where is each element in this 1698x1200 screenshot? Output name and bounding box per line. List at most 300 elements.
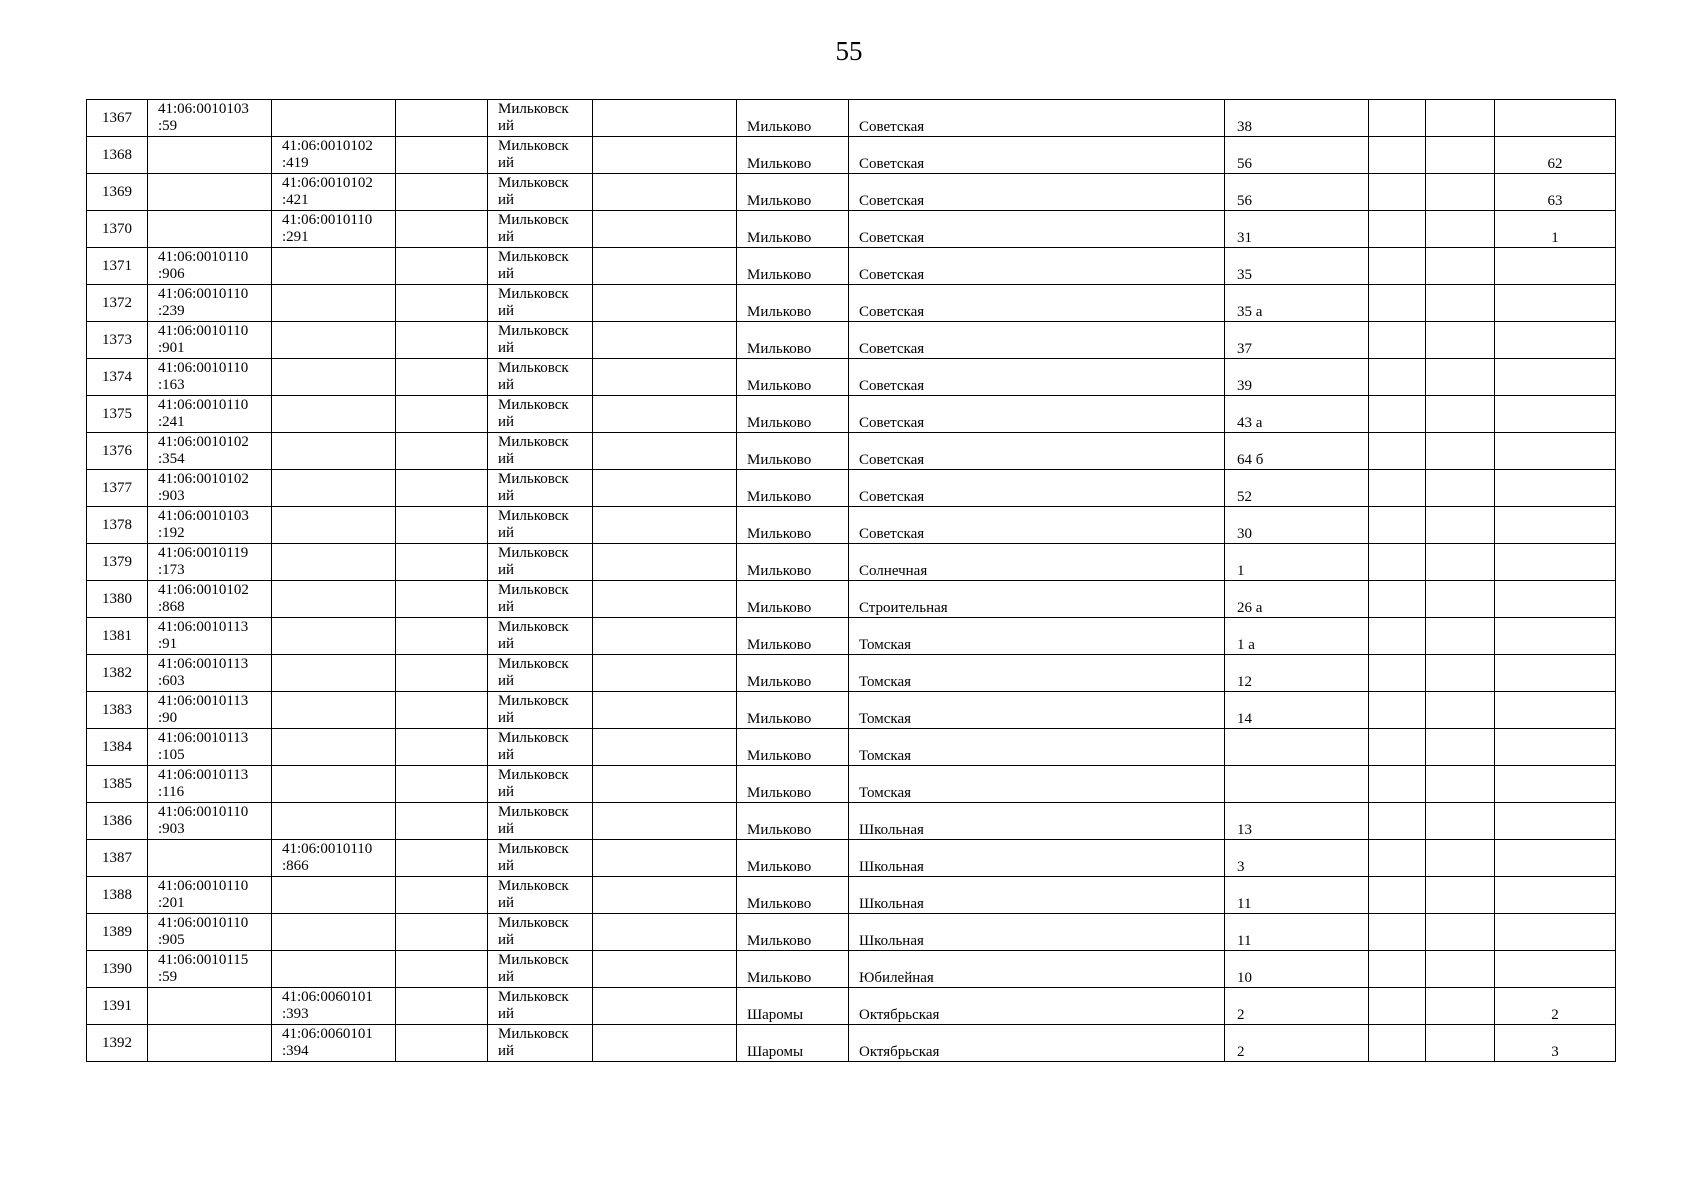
empty-cell [1369, 470, 1426, 507]
empty-cell [1369, 396, 1426, 433]
empty-cell [396, 618, 488, 655]
district-cell: Мильковск ий [488, 803, 593, 840]
cadastral-number-cell: 41:06:0010113 :90 [148, 692, 272, 729]
district-cell: Мильковск ий [488, 433, 593, 470]
district-cell: Мильковск ий [488, 322, 593, 359]
empty-cell [1426, 285, 1495, 322]
empty-cell [593, 100, 737, 137]
apartment-cell [1495, 433, 1616, 470]
cadastral-number-alt-cell: 41:06:0010110 :866 [272, 840, 396, 877]
empty-cell [593, 248, 737, 285]
row-number-cell: 1379 [87, 544, 148, 581]
cadastral-number-alt-cell [272, 470, 396, 507]
locality-cell: Шаромы [737, 1025, 849, 1062]
empty-cell [1369, 877, 1426, 914]
row-number-cell: 1380 [87, 581, 148, 618]
locality-cell: Мильково [737, 174, 849, 211]
apartment-cell [1495, 877, 1616, 914]
house-cell: 35 [1225, 248, 1369, 285]
district-cell: Мильковск ий [488, 174, 593, 211]
row-number-cell: 1369 [87, 174, 148, 211]
apartment-cell: 1 [1495, 211, 1616, 248]
street-cell: Советская [849, 285, 1225, 322]
locality-cell: Мильково [737, 396, 849, 433]
cadastral-number-alt-cell [272, 766, 396, 803]
empty-cell [1426, 766, 1495, 803]
district-cell: Мильковск ий [488, 655, 593, 692]
locality-cell: Шаромы [737, 988, 849, 1025]
empty-cell [1426, 1025, 1495, 1062]
row-number-cell: 1387 [87, 840, 148, 877]
empty-cell [1369, 433, 1426, 470]
cadastral-number-cell: 41:06:0010110 :905 [148, 914, 272, 951]
locality-cell: Мильково [737, 655, 849, 692]
empty-cell [1426, 729, 1495, 766]
empty-cell [1369, 951, 1426, 988]
row-number-cell: 1370 [87, 211, 148, 248]
empty-cell [593, 581, 737, 618]
house-cell: 52 [1225, 470, 1369, 507]
table-row [87, 433, 1616, 470]
district-cell: Мильковск ий [488, 137, 593, 174]
cadastral-number-alt-cell [272, 359, 396, 396]
empty-cell [1426, 174, 1495, 211]
row-number-cell: 1385 [87, 766, 148, 803]
house-cell [1225, 729, 1369, 766]
cadastral-number-cell: 41:06:0010119 :173 [148, 544, 272, 581]
district-cell: Мильковск ий [488, 581, 593, 618]
empty-cell [1426, 433, 1495, 470]
district-cell: Мильковск ий [488, 914, 593, 951]
district-cell: Мильковск ий [488, 470, 593, 507]
empty-cell [593, 729, 737, 766]
locality-cell: Мильково [737, 729, 849, 766]
empty-cell [593, 914, 737, 951]
district-cell: Мильковск ий [488, 766, 593, 803]
row-number-cell: 1375 [87, 396, 148, 433]
register-body [87, 100, 1616, 1062]
cadastral-number-alt-cell [272, 581, 396, 618]
empty-cell [1426, 951, 1495, 988]
empty-cell [396, 766, 488, 803]
apartment-cell [1495, 766, 1616, 803]
house-cell: 31 [1225, 211, 1369, 248]
empty-cell [1369, 322, 1426, 359]
locality-cell: Мильково [737, 433, 849, 470]
district-cell: Мильковск ий [488, 618, 593, 655]
empty-cell [396, 914, 488, 951]
cadastral-number-cell: 41:06:0010113 :105 [148, 729, 272, 766]
cadastral-number-cell: 41:06:0010102 :868 [148, 581, 272, 618]
row-number-cell: 1373 [87, 322, 148, 359]
empty-cell [593, 174, 737, 211]
locality-cell: Мильково [737, 100, 849, 137]
table-row [87, 729, 1616, 766]
house-cell: 30 [1225, 507, 1369, 544]
empty-cell [396, 988, 488, 1025]
empty-cell [1369, 137, 1426, 174]
cadastral-number-alt-cell [272, 951, 396, 988]
street-cell: Солнечная [849, 544, 1225, 581]
cadastral-number-cell: 41:06:0010102 :903 [148, 470, 272, 507]
apartment-cell [1495, 729, 1616, 766]
street-cell: Советская [849, 470, 1225, 507]
locality-cell: Мильково [737, 581, 849, 618]
district-cell: Мильковск ий [488, 729, 593, 766]
street-cell: Октябрьская [849, 1025, 1225, 1062]
empty-cell [396, 692, 488, 729]
district-cell: Мильковск ий [488, 100, 593, 137]
locality-cell: Мильково [737, 766, 849, 803]
cadastral-number-cell: 41:06:0010113 :116 [148, 766, 272, 803]
district-cell: Мильковск ий [488, 1025, 593, 1062]
house-cell: 2 [1225, 1025, 1369, 1062]
empty-cell [1369, 618, 1426, 655]
empty-cell [1369, 211, 1426, 248]
house-cell: 56 [1225, 137, 1369, 174]
apartment-cell [1495, 581, 1616, 618]
empty-cell [1426, 396, 1495, 433]
empty-cell [1426, 470, 1495, 507]
cadastral-number-alt-cell [272, 803, 396, 840]
street-cell: Школьная [849, 877, 1225, 914]
empty-cell [396, 470, 488, 507]
empty-cell [1426, 655, 1495, 692]
empty-cell [1369, 544, 1426, 581]
cadastral-number-alt-cell [272, 248, 396, 285]
cadastral-number-alt-cell [272, 285, 396, 322]
street-cell: Томская [849, 729, 1225, 766]
cadastral-number-cell: 41:06:0010110 :901 [148, 322, 272, 359]
street-cell: Советская [849, 174, 1225, 211]
house-cell: 11 [1225, 914, 1369, 951]
cadastral-number-cell: 41:06:0010110 :239 [148, 285, 272, 322]
table-row [87, 359, 1616, 396]
table-row [87, 1025, 1616, 1062]
empty-cell [593, 285, 737, 322]
empty-cell [593, 322, 737, 359]
table-row [87, 988, 1616, 1025]
cadastral-number-cell: 41:06:0010103 :192 [148, 507, 272, 544]
house-cell: 35 а [1225, 285, 1369, 322]
apartment-cell [1495, 544, 1616, 581]
row-number-cell: 1390 [87, 951, 148, 988]
locality-cell: Мильково [737, 544, 849, 581]
table-row [87, 803, 1616, 840]
row-number-cell: 1378 [87, 507, 148, 544]
empty-cell [396, 544, 488, 581]
cadastral-number-cell: 41:06:0010113 :91 [148, 618, 272, 655]
apartment-cell [1495, 914, 1616, 951]
row-number-cell: 1389 [87, 914, 148, 951]
apartment-cell [1495, 692, 1616, 729]
table-row [87, 914, 1616, 951]
cadastral-number-cell [148, 137, 272, 174]
street-cell: Советская [849, 100, 1225, 137]
street-cell: Советская [849, 433, 1225, 470]
house-cell: 11 [1225, 877, 1369, 914]
empty-cell [396, 137, 488, 174]
apartment-cell [1495, 100, 1616, 137]
house-cell: 56 [1225, 174, 1369, 211]
empty-cell [1426, 914, 1495, 951]
cadastral-number-cell [148, 174, 272, 211]
house-cell: 39 [1225, 359, 1369, 396]
empty-cell [593, 137, 737, 174]
empty-cell [1426, 988, 1495, 1025]
empty-cell [593, 803, 737, 840]
empty-cell [593, 618, 737, 655]
empty-cell [593, 1025, 737, 1062]
row-number-cell: 1372 [87, 285, 148, 322]
empty-cell [1426, 840, 1495, 877]
row-number-cell: 1381 [87, 618, 148, 655]
cadastral-number-alt-cell: 41:06:0010102 :421 [272, 174, 396, 211]
cadastral-number-cell [148, 211, 272, 248]
cadastral-number-alt-cell [272, 692, 396, 729]
empty-cell [1426, 211, 1495, 248]
empty-cell [396, 211, 488, 248]
empty-cell [396, 248, 488, 285]
cadastral-number-cell [148, 988, 272, 1025]
cadastral-number-cell [148, 840, 272, 877]
cadastral-number-alt-cell [272, 100, 396, 137]
locality-cell: Мильково [737, 877, 849, 914]
locality-cell: Мильково [737, 951, 849, 988]
page-number: 55 [835, 36, 863, 66]
district-cell: Мильковск ий [488, 211, 593, 248]
empty-cell [1426, 581, 1495, 618]
district-cell: Мильковск ий [488, 877, 593, 914]
empty-cell [593, 766, 737, 803]
empty-cell [1369, 655, 1426, 692]
empty-cell [593, 507, 737, 544]
empty-cell [1426, 100, 1495, 137]
cadastral-number-alt-cell [272, 877, 396, 914]
row-number-cell: 1377 [87, 470, 148, 507]
district-cell: Мильковск ий [488, 507, 593, 544]
empty-cell [1426, 544, 1495, 581]
house-cell: 1 [1225, 544, 1369, 581]
row-number-cell: 1388 [87, 877, 148, 914]
table-row [87, 544, 1616, 581]
locality-cell: Мильково [737, 840, 849, 877]
locality-cell: Мильково [737, 618, 849, 655]
apartment-cell [1495, 470, 1616, 507]
locality-cell: Мильково [737, 507, 849, 544]
empty-cell [593, 951, 737, 988]
empty-cell [593, 396, 737, 433]
cadastral-number-alt-cell [272, 396, 396, 433]
empty-cell [1426, 692, 1495, 729]
house-cell: 14 [1225, 692, 1369, 729]
empty-cell [396, 581, 488, 618]
district-cell: Мильковск ий [488, 692, 593, 729]
locality-cell: Мильково [737, 692, 849, 729]
street-cell: Школьная [849, 840, 1225, 877]
table-row [87, 618, 1616, 655]
street-cell: Советская [849, 211, 1225, 248]
row-number-cell: 1368 [87, 137, 148, 174]
empty-cell [1426, 137, 1495, 174]
cadastral-number-cell: 41:06:0010110 :241 [148, 396, 272, 433]
empty-cell [396, 396, 488, 433]
empty-cell [593, 544, 737, 581]
cadastral-number-cell: 41:06:0010113 :603 [148, 655, 272, 692]
cadastral-number-cell: 41:06:0010103 :59 [148, 100, 272, 137]
empty-cell [1369, 988, 1426, 1025]
empty-cell [1369, 692, 1426, 729]
apartment-cell: 3 [1495, 1025, 1616, 1062]
street-cell: Советская [849, 396, 1225, 433]
table-row [87, 174, 1616, 211]
street-cell: Октябрьская [849, 988, 1225, 1025]
apartment-cell: 63 [1495, 174, 1616, 211]
house-cell: 43 а [1225, 396, 1369, 433]
district-cell: Мильковск ий [488, 988, 593, 1025]
street-cell: Школьная [849, 803, 1225, 840]
table-row [87, 396, 1616, 433]
street-cell: Томская [849, 655, 1225, 692]
cadastral-number-alt-cell [272, 322, 396, 359]
empty-cell [1369, 1025, 1426, 1062]
table-row [87, 507, 1616, 544]
locality-cell: Мильково [737, 470, 849, 507]
empty-cell [593, 655, 737, 692]
street-cell: Томская [849, 766, 1225, 803]
empty-cell [1369, 100, 1426, 137]
street-cell: Школьная [849, 914, 1225, 951]
locality-cell: Мильково [737, 322, 849, 359]
empty-cell [1369, 581, 1426, 618]
district-cell: Мильковск ий [488, 840, 593, 877]
register-table [86, 99, 1616, 1062]
empty-cell [1426, 322, 1495, 359]
street-cell: Советская [849, 359, 1225, 396]
row-number-cell: 1383 [87, 692, 148, 729]
table-row [87, 100, 1616, 137]
street-cell: Томская [849, 618, 1225, 655]
locality-cell: Мильково [737, 137, 849, 174]
cadastral-number-alt-cell [272, 655, 396, 692]
table-row [87, 285, 1616, 322]
street-cell: Строительная [849, 581, 1225, 618]
row-number-cell: 1391 [87, 988, 148, 1025]
table-row [87, 692, 1616, 729]
house-cell: 38 [1225, 100, 1369, 137]
locality-cell: Мильково [737, 803, 849, 840]
cadastral-number-cell: 41:06:0010115 :59 [148, 951, 272, 988]
street-cell: Юбилейная [849, 951, 1225, 988]
cadastral-number-cell: 41:06:0010102 :354 [148, 433, 272, 470]
empty-cell [1369, 840, 1426, 877]
apartment-cell: 2 [1495, 988, 1616, 1025]
empty-cell [593, 692, 737, 729]
apartment-cell [1495, 285, 1616, 322]
empty-cell [396, 285, 488, 322]
empty-cell [1369, 914, 1426, 951]
house-cell [1225, 766, 1369, 803]
apartment-cell [1495, 248, 1616, 285]
empty-cell [1426, 359, 1495, 396]
locality-cell: Мильково [737, 248, 849, 285]
locality-cell: Мильково [737, 285, 849, 322]
cadastral-number-alt-cell [272, 433, 396, 470]
empty-cell [396, 655, 488, 692]
empty-cell [396, 100, 488, 137]
apartment-cell [1495, 840, 1616, 877]
cadastral-number-cell: 41:06:0010110 :903 [148, 803, 272, 840]
row-number-cell: 1374 [87, 359, 148, 396]
empty-cell [396, 877, 488, 914]
cadastral-number-cell: 41:06:0010110 :906 [148, 248, 272, 285]
empty-cell [593, 211, 737, 248]
cadastral-number-cell: 41:06:0010110 :163 [148, 359, 272, 396]
locality-cell: Мильково [737, 211, 849, 248]
empty-cell [396, 322, 488, 359]
table-row [87, 248, 1616, 285]
house-cell: 1 а [1225, 618, 1369, 655]
apartment-cell [1495, 655, 1616, 692]
cadastral-number-cell [148, 1025, 272, 1062]
cadastral-number-alt-cell [272, 914, 396, 951]
table-row [87, 877, 1616, 914]
house-cell: 2 [1225, 988, 1369, 1025]
house-cell: 13 [1225, 803, 1369, 840]
table-row [87, 766, 1616, 803]
empty-cell [396, 359, 488, 396]
empty-cell [1369, 803, 1426, 840]
house-cell: 10 [1225, 951, 1369, 988]
empty-cell [1369, 766, 1426, 803]
cadastral-number-alt-cell [272, 618, 396, 655]
table-row [87, 322, 1616, 359]
empty-cell [396, 803, 488, 840]
district-cell: Мильковск ий [488, 248, 593, 285]
apartment-cell [1495, 507, 1616, 544]
cadastral-number-alt-cell: 41:06:0060101 :393 [272, 988, 396, 1025]
cadastral-number-alt-cell: 41:06:0060101 :394 [272, 1025, 396, 1062]
apartment-cell [1495, 951, 1616, 988]
empty-cell [1426, 877, 1495, 914]
house-cell: 12 [1225, 655, 1369, 692]
empty-cell [396, 174, 488, 211]
empty-cell [1369, 174, 1426, 211]
empty-cell [396, 729, 488, 766]
table-row [87, 581, 1616, 618]
district-cell: Мильковск ий [488, 359, 593, 396]
street-cell: Советская [849, 248, 1225, 285]
empty-cell [1369, 248, 1426, 285]
row-number-cell: 1382 [87, 655, 148, 692]
empty-cell [593, 877, 737, 914]
empty-cell [1369, 359, 1426, 396]
street-cell: Советская [849, 507, 1225, 544]
street-cell: Томская [849, 692, 1225, 729]
row-number-cell: 1376 [87, 433, 148, 470]
street-cell: Советская [849, 137, 1225, 174]
apartment-cell [1495, 322, 1616, 359]
empty-cell [1426, 248, 1495, 285]
empty-cell [593, 988, 737, 1025]
cadastral-number-alt-cell [272, 729, 396, 766]
table-row [87, 840, 1616, 877]
row-number-cell: 1367 [87, 100, 148, 137]
street-cell: Советская [849, 322, 1225, 359]
row-number-cell: 1371 [87, 248, 148, 285]
district-cell: Мильковск ий [488, 396, 593, 433]
empty-cell [593, 470, 737, 507]
